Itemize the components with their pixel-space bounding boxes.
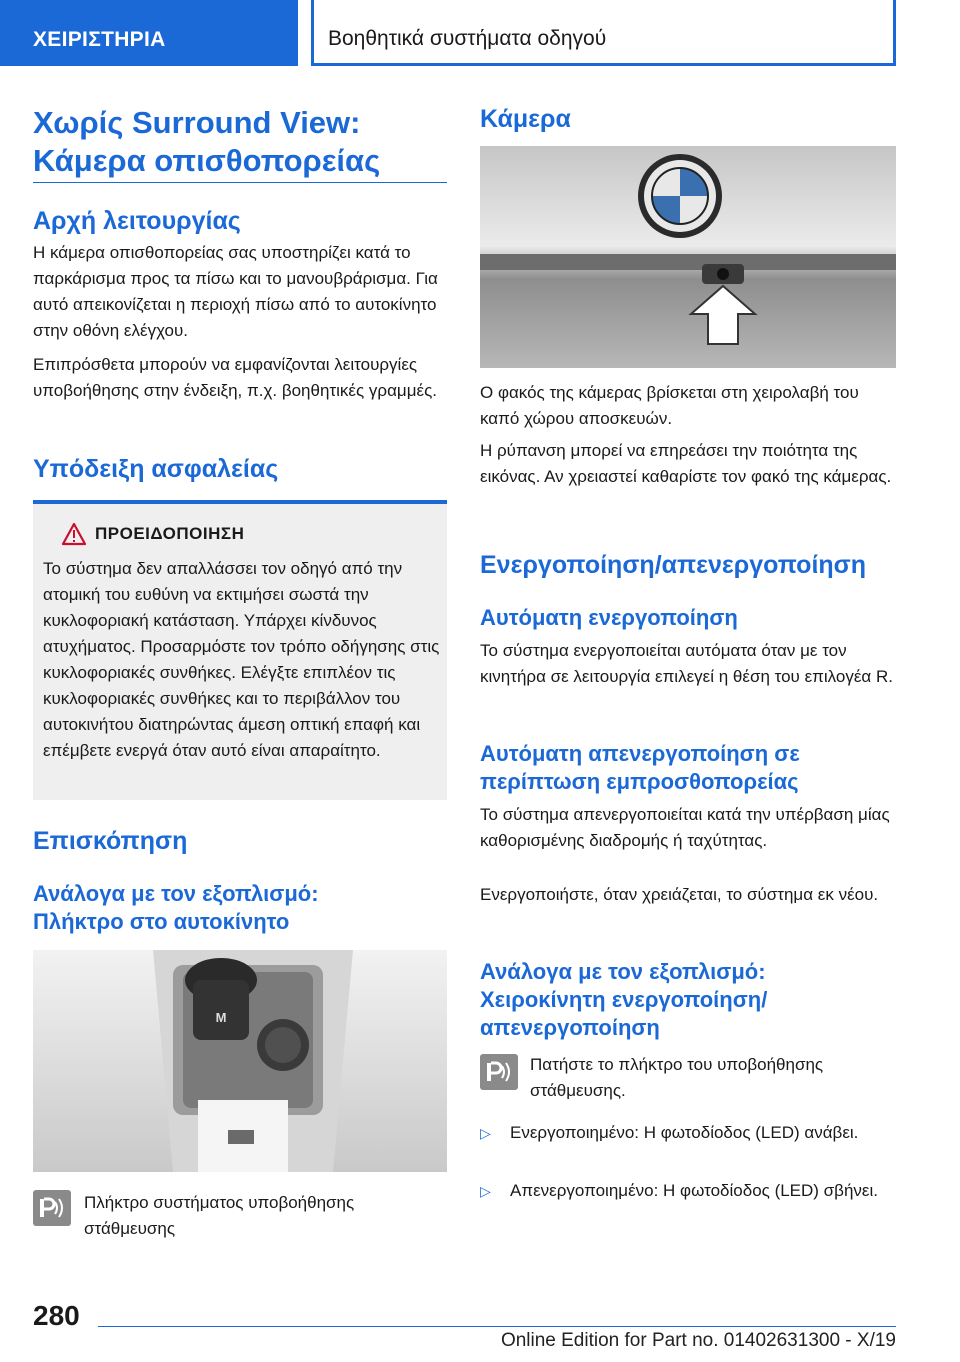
warning-box <box>33 500 447 800</box>
rear-camera-photo <box>480 146 896 368</box>
warning-text: Το σύστημα δεν απαλλάσσει τον οδηγό από την ατομική του ευθύνη να εκτιμήσει σωστά την κυκλοφοριακή κατάσταση. Υπάρχει κίνδυνος ατυχήματος. Προσαρμόστε τον τρόπο οδήγησης στις κυκλοφοριακές συνθήκες. Ελέγξτε επιπλέον τις κυκλοφοριακές συνθήκες και το περιβάλλον του αυτοκινήτου διατηρώντας άμεση οπτική επαφή και επέμβετε ενεργά όταν αυτό είναι απαραίτητο. <box>43 559 440 760</box>
parking-sensor-icon <box>33 1190 71 1226</box>
auto-off-paragraph-1: Το σύστημα απενεργοποιείται κατά την υπέρβαση μίας καθορισμένης διαδρομής ή ταχύτητας. <box>480 805 890 850</box>
camera-paragraph-2: Η ρύπανση μπορεί να επηρεάσει την ποιότητα της εικόνας. Αν χρειαστεί καθαρίστε τον φακό της κάμερας. <box>480 441 892 486</box>
manual-heading-line3: απενεργοποίηση <box>480 1015 660 1040</box>
parking-assist-button-icon <box>33 1190 71 1226</box>
onoff-heading: Ενεργοποίηση/απενεργοποίηση <box>480 551 867 579</box>
auto-off-heading-line2: περίπτωση εμπροσθοπορείας <box>480 769 799 794</box>
page-title-line2: Κάμερα οπισθοπορείας <box>33 143 381 178</box>
auto-off-paragraph-2: Ενεργοποιήστε, όταν χρειάζεται, το σύστημα εκ νέου. <box>480 885 879 904</box>
header-chapter-tab <box>311 0 896 66</box>
rear-camera-illustration <box>480 146 896 368</box>
center-console-illustration <box>33 950 447 1172</box>
footer-edition: Online Edition for Part no. 01402631300 - X/19 <box>500 1330 896 1351</box>
svg-text:M: M <box>215 1010 227 1025</box>
equipment-heading-line2: Πλήκτρο στο αυτοκίνητο <box>33 909 290 934</box>
warning-title: ΠΡΟΕΙΔΟΠΟΙΗΣΗ <box>95 524 245 543</box>
page-title-line1: Χωρίς Surround View: <box>33 105 361 140</box>
bullet-triangle-icon: ▷ <box>480 1183 491 1199</box>
principle-paragraph-1: Η κάμερα οπισθοπορείας σας υποστηρίζει κατά το παρκάρισμα προς τα πίσω και το μανουβράρισμα. Για αυτό απεικονίζεται η περιοχή πίσω από το αυτοκίνητο στην οθόνη ελέγχου. <box>33 243 438 340</box>
button-caption: Πλήκτρο συστήματος υποβοήθησης στάθμευσης <box>84 1193 355 1238</box>
overview-heading: Επισκόπηση <box>33 827 188 855</box>
page-title <box>33 104 447 180</box>
camera-paragraph-1: Ο φακός της κάμερας βρίσκεται στη χειρολαβή του καπό χώρου αποσκευών. <box>480 383 859 428</box>
manual-heading <box>480 958 896 1042</box>
camera-heading: Κάμερα <box>480 105 571 133</box>
header-section-tab <box>0 0 298 66</box>
footer-divider <box>98 1326 896 1327</box>
bullet-triangle-icon: ▷ <box>480 1125 491 1141</box>
auto-off-heading-line1: Αυτόματη απενεργοποίηση σε <box>480 741 800 766</box>
page-number: 280 <box>33 1300 80 1331</box>
principle-heading: Αρχή λειτουργίας <box>33 207 241 235</box>
parking-sensor-icon <box>480 1054 518 1090</box>
manual-heading-line1: Ανάλογα με τον εξοπλισμό: <box>480 959 766 984</box>
manual-instruction: Πατήστε το πλήκτρο του υποβοήθησης στάθμευσης. <box>530 1055 824 1100</box>
auto-off-heading <box>480 740 896 796</box>
header-section-label: ΧΕΙΡΙΣΤΗΡΙΑ <box>33 28 166 51</box>
safety-heading: Υπόδειξη ασφαλείας <box>33 455 279 483</box>
bullet-led-on <box>480 1120 896 1176</box>
warning-triangle-icon <box>61 522 87 546</box>
bullet-led-off-text: Απενεργοποιημένο: Η φωτοδίοδος (LED) σβήνει. <box>510 1181 878 1200</box>
auto-on-heading: Αυτόματη ενεργοποίηση <box>480 605 738 630</box>
header-chapter-label: Βοηθητικά συστήματα οδηγού <box>328 27 607 50</box>
principle-paragraph-2: Επιπρόσθετα μπορούν να εμφανίζονται λειτουργίες υποβοήθησης στην ένδειξη, π.χ. βοηθητικές γραμμές. <box>33 355 437 400</box>
manual-heading-line2: Χειροκίνητη ενεργοποίηση/ <box>480 987 768 1012</box>
parking-assist-button-icon-2 <box>480 1054 518 1090</box>
center-console-photo <box>33 950 447 1172</box>
auto-on-text: Το σύστημα ενεργοποιείται αυτόματα όταν με τον κινητήρα σε λειτουργία επιλεγεί η θέση του επιλογέα R. <box>480 641 893 686</box>
bullet-led-off <box>480 1178 896 1234</box>
equipment-heading <box>33 880 447 936</box>
equipment-heading-line1: Ανάλογα με τον εξοπλισμό: <box>33 881 319 906</box>
title-divider <box>33 182 447 183</box>
bullet-led-on-text: Ενεργοποιημένο: Η φωτοδίοδος (LED) ανάβει. <box>510 1123 859 1142</box>
